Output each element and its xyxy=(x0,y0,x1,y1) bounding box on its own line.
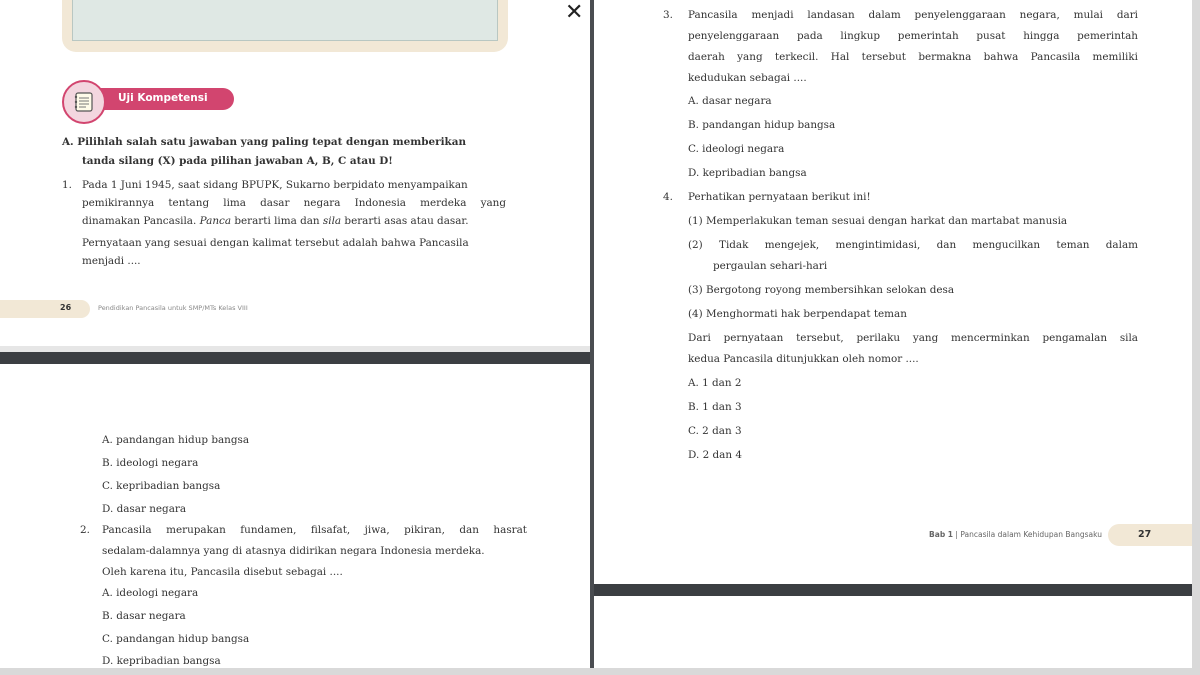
q3-line-3: daerah yang terkecil. Hal tersebut bermakna bahwa Pancasila memiliki xyxy=(688,51,1138,63)
q1-line-3c: berarti lima dan xyxy=(231,215,323,227)
page-number-pill xyxy=(0,300,90,318)
q1-option-c: C. kepribadian bangsa xyxy=(102,480,221,492)
q4-number: 4. xyxy=(663,191,673,203)
q4-statement-4: (4) Menghormati hak berpendapat teman xyxy=(688,308,907,320)
q2-option-c: C. pandangan hidup bangsa xyxy=(102,633,250,645)
page-number: 27 xyxy=(1138,529,1152,540)
chapter-title xyxy=(929,530,1102,539)
q1-word-sila: sila xyxy=(322,215,342,227)
q2-number: 2. xyxy=(80,524,90,536)
q2-option-a: A. ideologi negara xyxy=(102,587,199,599)
left-page-top xyxy=(0,0,592,352)
close-icon[interactable]: ✕ xyxy=(565,0,584,25)
right-page-footer xyxy=(594,524,1192,546)
q4-statement-1: (1) Memperlakukan teman sesuai dengan harkat dan martabat manusia xyxy=(688,215,1068,227)
right-edge-margin xyxy=(1192,0,1200,675)
uji-kompetensi-badge xyxy=(62,84,234,114)
q3-line-1: Pancasila menjadi landasan dalam penyelenggaraan negara, mulai dari xyxy=(688,9,1138,21)
left-page-footer xyxy=(0,300,592,318)
badge-label: Uji Kompetensi xyxy=(118,92,208,104)
notebook-icon xyxy=(62,80,106,124)
q4-statement-3: (3) Bergotong royong membersihkan selokan desa xyxy=(688,284,955,296)
top-box-panel xyxy=(72,0,498,41)
q1-line-3 xyxy=(82,214,469,228)
section-heading-line-1: A. Pilihlah salah satu jawaban yang paling tepat dengan memberikan xyxy=(62,136,467,148)
q4-prompt-line-2: kedua Pancasila ditunjukkan oleh nomor .... xyxy=(688,353,919,365)
q4-option-b: B. 1 dan 3 xyxy=(688,401,742,413)
q1-line-2: pemikirannya tentang lima dasar negara Indonesia merdeka yang xyxy=(82,197,506,209)
page-number-pill xyxy=(1108,524,1192,546)
chapter-name: | Pancasila dalam Kehidupan Bangsaku xyxy=(953,530,1102,539)
q4-statement-2-line-2: pergaulan sehari-hari xyxy=(713,260,828,272)
q4-statement-2-line-1: (2) Tidak mengejek, mengintimidasi, dan mengucilkan teman dalam xyxy=(688,239,1138,251)
q3-option-d: D. kepribadian bangsa xyxy=(688,167,807,179)
page-divider-right xyxy=(594,584,1194,596)
q1-option-d: D. dasar negara xyxy=(102,503,187,515)
q2-line-2: sedalam-dalamnya yang di atasnya didirikan negara Indonesia merdeka. xyxy=(102,545,485,557)
q4-option-d: D. 2 dan 4 xyxy=(688,449,742,461)
q1-line-3e: berarti asas atau dasar. xyxy=(341,215,469,227)
bottom-edge-margin xyxy=(0,668,1200,675)
q2-option-d: D. kepribadian bangsa xyxy=(102,655,221,667)
q3-line-4: kedudukan sebagai .... xyxy=(688,72,807,84)
q4-prompt-line-1: Dari pernyataan tersebut, perilaku yang mencerminkan pengamalan sila xyxy=(688,332,1138,344)
q1-word-panca: Panca xyxy=(199,215,232,227)
page-number: 26 xyxy=(60,303,72,312)
q4-option-a: A. 1 dan 2 xyxy=(688,377,742,389)
q1-line-5: menjadi .... xyxy=(82,255,141,267)
q3-option-c: C. ideologi negara xyxy=(688,143,785,155)
q1-number: 1. xyxy=(62,179,72,191)
q2-option-b: B. dasar negara xyxy=(102,610,186,622)
q3-option-b: B. pandangan hidup bangsa xyxy=(688,119,836,131)
page-divider-left xyxy=(0,352,592,364)
q3-number: 3. xyxy=(663,9,673,21)
q1-option-a: A. pandangan hidup bangsa xyxy=(102,434,250,446)
q2-line-1: Pancasila merupakan fundamen, filsafat, jiwa, pikiran, dan hasrat xyxy=(102,524,527,536)
q3-option-a: A. dasar negara xyxy=(688,95,772,107)
section-heading-line-2: tanda silang (X) pada pilihan jawaban A, B, C atau D! xyxy=(82,155,393,167)
q4-line-1: Perhatikan pernyataan berikut ini! xyxy=(688,191,871,203)
q3-line-2: penyelenggaraan pada lingkup pemerintah pusat hingga pemerintah xyxy=(688,30,1138,42)
chapter-label: Bab 1 xyxy=(929,530,954,539)
q1-line-4: Pernyataan yang sesuai dengan kalimat tersebut adalah bahwa Pancasila xyxy=(82,237,469,249)
q1-line-3a: dinamakan Pancasila. xyxy=(82,215,200,227)
book-title: Pendidikan Pancasila untuk SMP/MTs Kelas VIII xyxy=(98,304,248,312)
q4-option-c: C. 2 dan 3 xyxy=(688,425,742,437)
q1-line-1: Pada 1 Juni 1945, saat sidang BPUPK, Sukarno berpidato menyampaikan xyxy=(82,179,468,191)
page-divider-vertical xyxy=(590,0,594,675)
q1-option-b: B. ideologi negara xyxy=(102,457,199,469)
q2-line-3: Oleh karena itu, Pancasila disebut sebagai .... xyxy=(102,566,343,578)
